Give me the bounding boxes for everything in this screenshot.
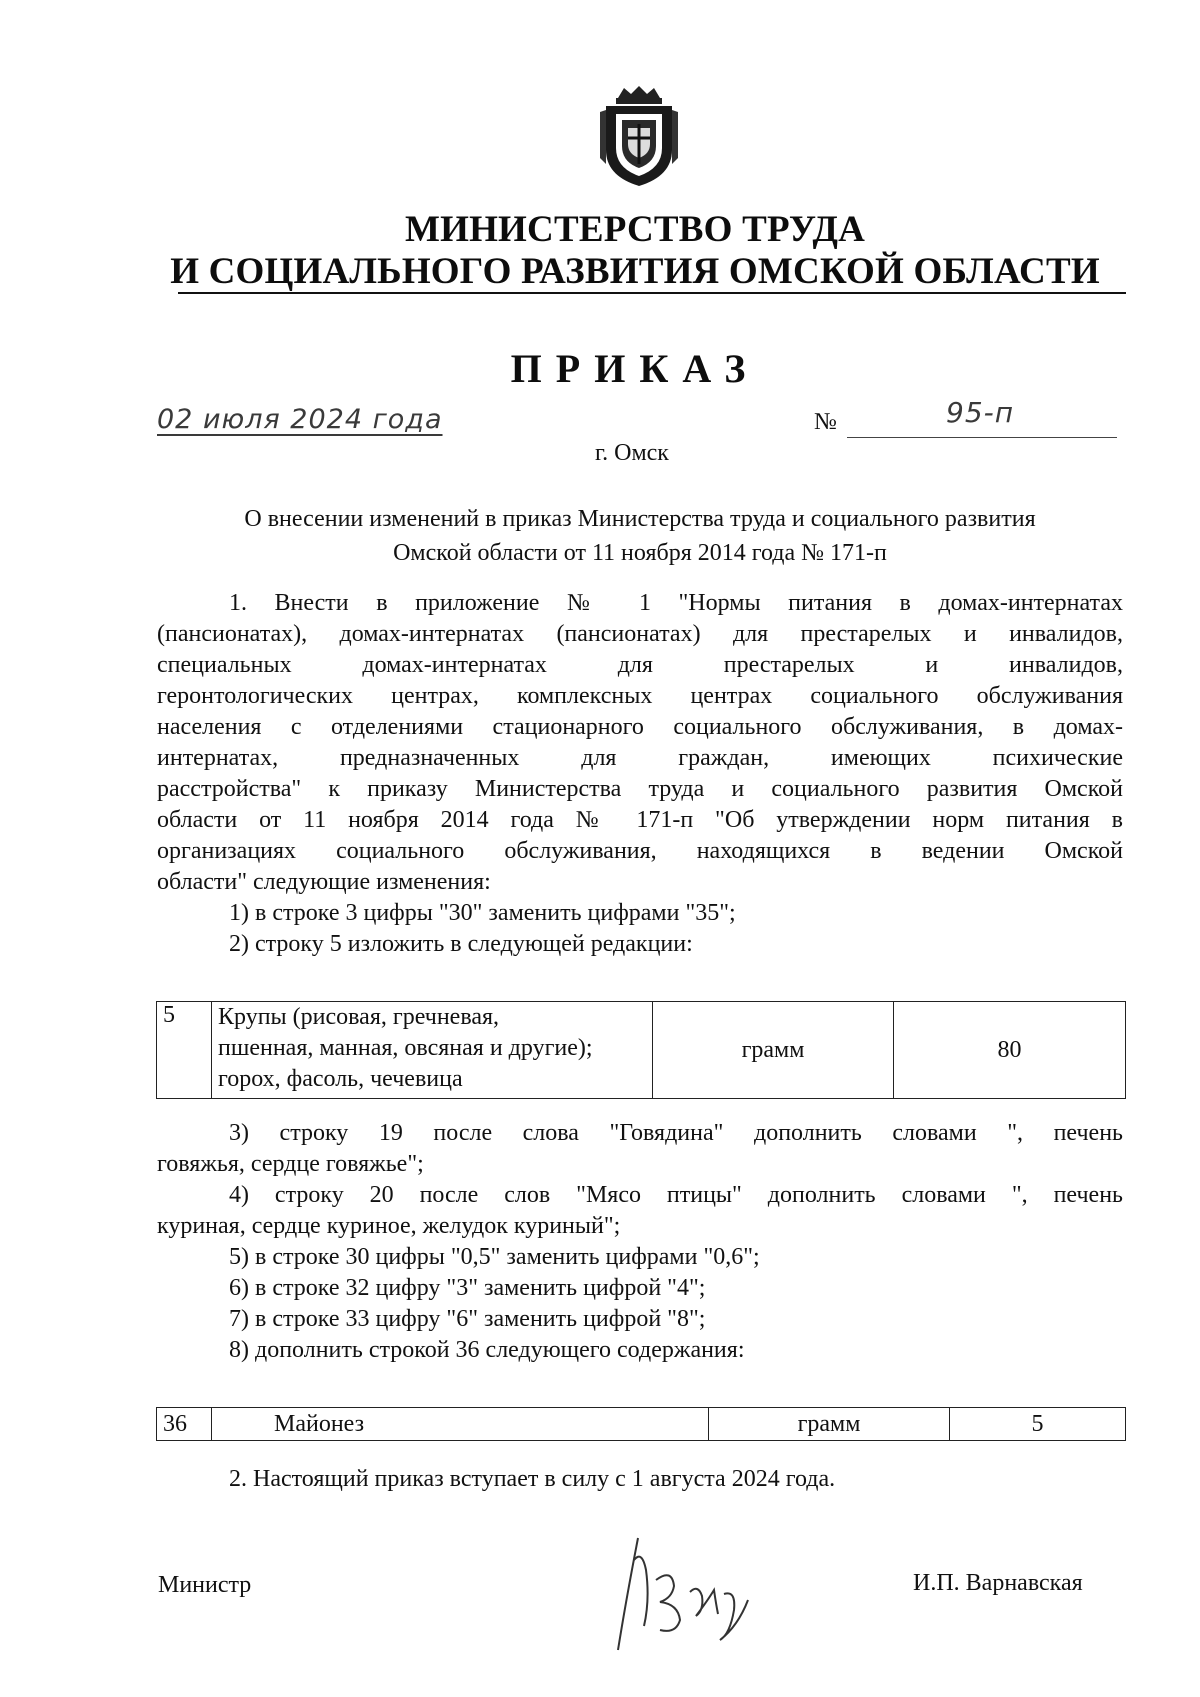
order-subject bbox=[150, 502, 1130, 570]
subject-line: О внесении изменений в приказ Министерства труда и социального развития bbox=[244, 506, 1036, 532]
list-item: 7) в строке 33 цифру "6" заменить цифрой "8"; bbox=[229, 1306, 706, 1332]
paragraph-line: расстройства" к приказу Министерства труда и социального развития Омской bbox=[157, 776, 1123, 802]
list-item: 4) строку 20 после слов "Мясо птицы" дополнить словами ", печень bbox=[229, 1182, 1123, 1208]
list-item: 6) в строке 32 цифру "3" заменить цифрой "4"; bbox=[229, 1275, 706, 1301]
list-item: 1) в строке 3 цифры "30" заменить цифрами "35"; bbox=[229, 900, 736, 926]
order-number-label: № bbox=[814, 409, 837, 435]
items-3-4 bbox=[157, 1118, 1123, 1366]
header-divider bbox=[178, 292, 1126, 294]
handwritten-signature bbox=[598, 1530, 768, 1660]
product-name-line: Крупы (рисовая, гречневая, bbox=[218, 1004, 500, 1030]
row-number-cell: 5 bbox=[157, 1002, 212, 1099]
signer-name: И.П. Варнавская bbox=[913, 1570, 1083, 1596]
norm-value-cell: 5 bbox=[950, 1408, 1126, 1441]
product-name-cell bbox=[212, 1002, 653, 1099]
city: г. Омск bbox=[595, 440, 669, 466]
new-row-36-table bbox=[156, 1407, 1126, 1441]
document-type-title: ПРИКАЗ bbox=[510, 346, 760, 391]
paragraph-1 bbox=[157, 588, 1123, 960]
paragraph-line: (пансионатах), домах-интернатах (пансионатах) для престарелых и инвалидов, bbox=[157, 621, 1123, 647]
list-item: 3) строку 19 после слова "Говядина" дополнить словами ", печень bbox=[229, 1120, 1123, 1146]
order-number-line bbox=[847, 437, 1117, 438]
list-item: 8) дополнить строкой 36 следующего содержания: bbox=[229, 1337, 745, 1363]
ministry-name-line2: И СОЦИАЛЬНОГО РАЗВИТИЯ ОМСКОЙ ОБЛАСТИ bbox=[170, 251, 1100, 292]
paragraph-line: организациях социального обслуживания, находящихся в ведении Омской bbox=[157, 838, 1123, 864]
paragraph-line: населения с отделениями стационарного социального обслуживания, в домах- bbox=[157, 714, 1123, 740]
paragraph-2: 2. Настоящий приказ вступает в силу с 1 августа 2024 года. bbox=[229, 1466, 836, 1492]
list-item: 5) в строке 30 цифры "0,5" заменить цифрами "0,6"; bbox=[229, 1244, 760, 1270]
paragraph-line: геронтологических центрах, комплексных центрах социального обслуживания bbox=[157, 683, 1123, 709]
unit-cell: грамм bbox=[709, 1408, 950, 1441]
signer-title: Министр bbox=[158, 1572, 252, 1598]
paragraph-line: интернатах, предназначенных для граждан, имеющих психические bbox=[157, 745, 1123, 771]
order-number: 95-п bbox=[946, 396, 1015, 429]
norm-value-cell: 80 bbox=[894, 1002, 1126, 1099]
subject-line: Омской области от 11 ноября 2014 года № 171-п bbox=[393, 540, 887, 566]
table-row bbox=[157, 1002, 1126, 1099]
paragraph-line: области" следующие изменения: bbox=[157, 869, 491, 895]
paragraph-line: 1. Внести в приложение № 1 "Нормы питания в домах-интернатах bbox=[229, 590, 1123, 616]
product-name-line: горох, фасоль, чечевица bbox=[218, 1066, 463, 1092]
list-item-continuation: куриная, сердце куриное, желудок куриный"; bbox=[157, 1213, 621, 1239]
coat-of-arms-emblem bbox=[598, 84, 680, 188]
list-item-continuation: говяжья, сердце говяжье"; bbox=[157, 1151, 424, 1177]
order-date: 02 июля 2024 года bbox=[157, 404, 443, 435]
list-item: 2) строку 5 изложить в следующей редакции: bbox=[229, 931, 693, 957]
table-row bbox=[157, 1408, 1126, 1441]
product-name-cell: Майонез bbox=[212, 1408, 709, 1441]
row-number-cell: 36 bbox=[157, 1408, 212, 1441]
product-name-line: пшенная, манная, овсяная и другие); bbox=[218, 1035, 593, 1061]
paragraph-line: специальных домах-интернатах для престарелых и инвалидов, bbox=[157, 652, 1123, 678]
replacement-row-5-table bbox=[156, 1001, 1126, 1099]
ministry-name-line1: МИНИСТЕРСТВО ТРУДА bbox=[404, 209, 866, 250]
paragraph-line: области от 11 ноября 2014 года № 171-п "Об утверждении норм питания в bbox=[157, 807, 1123, 833]
unit-cell: грамм bbox=[653, 1002, 894, 1099]
